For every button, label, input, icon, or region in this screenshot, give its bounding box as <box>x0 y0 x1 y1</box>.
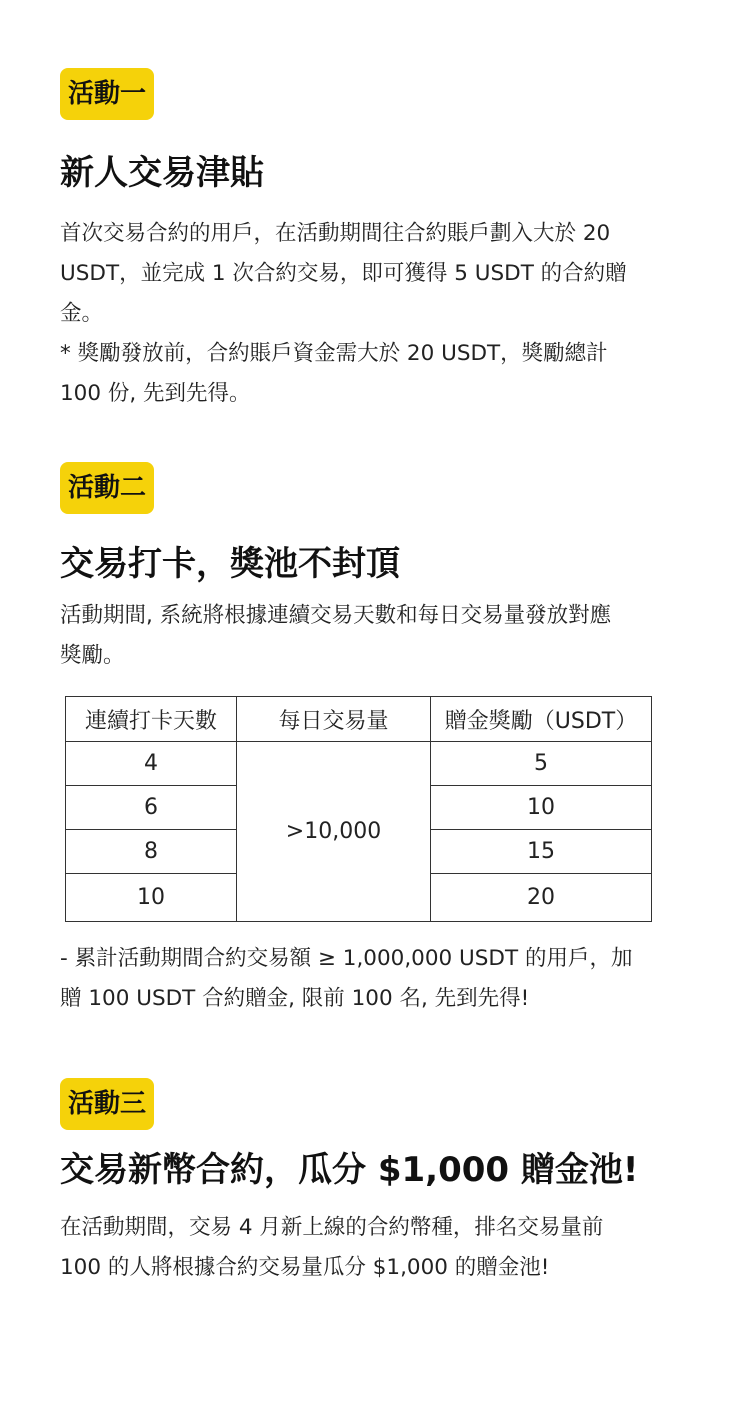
cell-reward: 5 <box>431 742 652 786</box>
activity-2-badge: 活動二 <box>60 462 154 514</box>
reward-table-header-row <box>66 697 652 742</box>
activity-3-title-wrap <box>60 1148 692 1192</box>
reward-table <box>65 696 652 922</box>
activity-2-line: 獎勵。 <box>60 643 125 668</box>
activity-1-title-wrap <box>60 151 692 195</box>
activity-3-title: 交易新幣合約，瓜分 $1,000 贈金池! <box>60 1150 639 1190</box>
activity-1-line: USDT，並完成 1 次合約交易，即可獲得 5 USDT 的合約贈 <box>60 261 627 286</box>
activity-1-line: 金。 <box>60 301 104 326</box>
table-row <box>66 742 652 786</box>
activity-3-line: 100 的人將根據合約交易量瓜分 $1,000 的贈金池! <box>60 1255 550 1280</box>
activity-2-title: 交易打卡，獎池不封頂 <box>60 544 400 584</box>
cell-reward: 10 <box>431 786 652 830</box>
cell-reward: 15 <box>431 830 652 874</box>
cell-days: 10 <box>66 874 237 922</box>
activity-2-line: 活動期間, 系統將根據連續交易天數和每日交易量發放對應 <box>60 603 612 628</box>
cell-days: 4 <box>66 742 237 786</box>
cell-days: 8 <box>66 830 237 874</box>
cell-volume: >10,000 <box>237 742 431 922</box>
activity-2-title-wrap <box>60 542 692 586</box>
activity-2-description <box>60 596 692 676</box>
activity-2-notes <box>60 939 692 1019</box>
activity-3-line: 在活動期間，交易 4 月新上線的合約幣種，排名交易量前 <box>60 1215 604 1240</box>
activity-1-badge: 活動一 <box>60 68 154 120</box>
activity-2-note-line: 贈 100 USDT 合約贈金, 限前 100 名, 先到先得! <box>60 986 530 1011</box>
activity-1-description <box>60 214 692 414</box>
activity-3-badge: 活動三 <box>60 1078 154 1130</box>
cell-days: 6 <box>66 786 237 830</box>
activity-2-note-line: - 累計活動期間合約交易額 ≥ 1,000,000 USDT 的用戶，加 <box>60 946 633 971</box>
activity-2-section <box>60 462 692 514</box>
activity-1-line: 首次交易合約的用戶，在活動期間往合約賬戶劃入大於 20 <box>60 221 611 246</box>
activity-3-description <box>60 1208 692 1288</box>
cell-reward: 20 <box>431 874 652 922</box>
activity-1-line: * 獎勵發放前，合約賬戶資金需大於 20 USDT，獎勵總計 <box>60 341 608 366</box>
activity-1-title: 新人交易津貼 <box>60 153 264 193</box>
header-daily-volume: 每日交易量 <box>237 697 431 742</box>
activity-3-section <box>60 1078 692 1130</box>
activity-1-section <box>60 68 692 120</box>
header-bonus-reward: 贈金獎勵（USDT） <box>431 697 652 742</box>
activity-1-line: 100 份, 先到先得。 <box>60 381 251 406</box>
header-streak-days: 連續打卡天數 <box>66 697 237 742</box>
